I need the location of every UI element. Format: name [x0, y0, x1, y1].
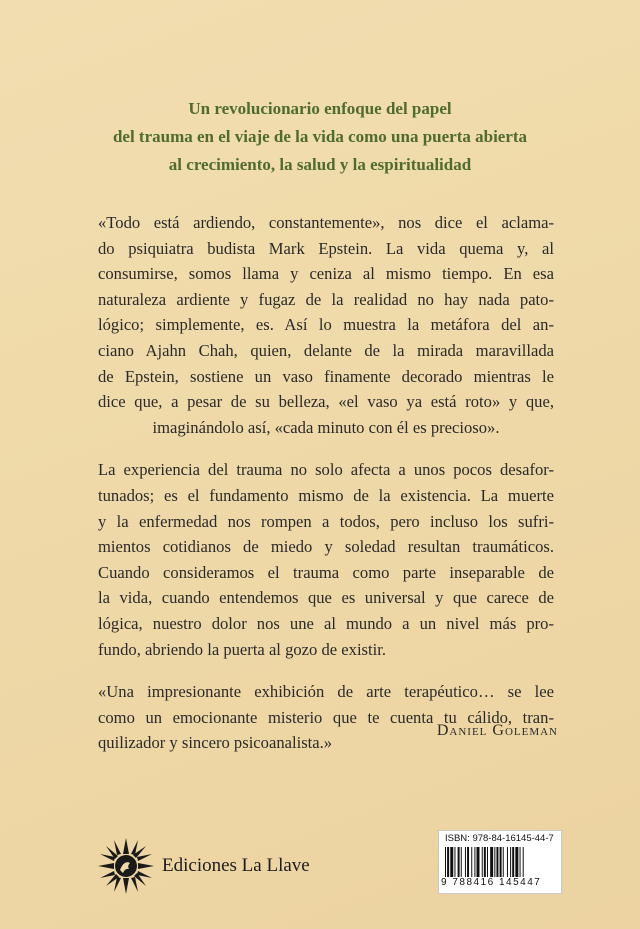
barcode-graphic — [445, 847, 555, 877]
text-line: Cuando consideramos el trauma como parte inseparable de — [98, 562, 554, 582]
isbn-label: ISBN: 978-84-16145-44-7 — [445, 833, 554, 844]
text-line: como un emocionante misterio que te cuenta tu cálido, tran- — [98, 707, 554, 727]
barcode-bar — [512, 847, 514, 877]
text-line: naturaleza ardiente y fugaz de la realidad no hay nada pato- — [98, 289, 554, 309]
barcode-bar — [450, 847, 453, 877]
barcode-bar — [477, 847, 480, 877]
text-line: la vida, cuando entendemos que es universal y que carece de — [98, 588, 554, 608]
tagline-line-3: al crecimiento, la salud y la espiritualidad — [168, 155, 472, 174]
barcode-bar — [465, 847, 466, 877]
quote-paragraph — [98, 679, 554, 756]
synopsis — [98, 210, 554, 773]
text-line: dice que, a pesar de su belleza, «el vaso ya está roto» y que, — [98, 392, 554, 412]
text-line: «Una impresionante exhibición de arte terapéutico… se lee — [98, 682, 554, 702]
barcode-bar — [484, 847, 486, 877]
barcode-bar — [447, 847, 449, 877]
tagline-line-1: Un revolucionario enfoque del papel — [188, 99, 452, 118]
barcode-bar — [494, 847, 495, 877]
barcode-bar — [458, 847, 460, 877]
text-line: quilizador y sincero psicoanalista.» — [98, 733, 333, 753]
barcode-bar — [523, 847, 524, 877]
text-line: consumirse, somos llama y ceniza al mismo tiempo. En esa — [98, 264, 554, 284]
text-line: tunados; es el fundamento mismo de la existencia. La muerte — [98, 485, 554, 505]
text-line: ciano Ajahn Chah, quien, delante de la mirada maravillada — [98, 340, 554, 360]
barcode-bar — [510, 847, 511, 877]
text-line: La experiencia del trauma no solo afecta a unos pocos desafor- — [98, 460, 554, 480]
barcode-bar — [461, 847, 462, 877]
text-line: y la enfermedad nos rompen a todos, pero incluso los sufri- — [98, 511, 554, 531]
barcode-bar — [467, 847, 469, 877]
text-line: «Todo está ardiendo, constantemente», nos dice el aclama- — [98, 213, 554, 232]
text-line: do psiquiatra budista Mark Epstein. La vida quema y, al — [98, 238, 554, 258]
text-line: lógica, nuestro dolor nos une al mundo a un nivel más pro- — [98, 613, 554, 633]
barcode-bar — [482, 847, 483, 877]
barcode-bar — [490, 847, 493, 877]
barcode-bar — [454, 847, 455, 877]
tagline — [60, 95, 580, 179]
paragraph-2 — [98, 457, 554, 662]
barcode-bar — [520, 847, 521, 877]
barcode-bar — [503, 847, 504, 877]
quote-author: Daniel Goleman — [436, 722, 558, 739]
barcode-bar — [496, 847, 498, 877]
barcode-bar — [515, 847, 518, 877]
text-line: mientos cotidianos de miedo y soledad resultan traumáticos. — [98, 537, 554, 557]
barcode-bar — [500, 847, 502, 877]
tagline-line-2: del trauma en el viaje de la vida como una puerta abierta — [112, 127, 528, 146]
text-line: lógico; simplemente, es. Así lo muestra la metáfora del an- — [98, 315, 554, 335]
barcode-bar — [487, 847, 488, 877]
publisher-name: Ediciones La Llave — [162, 855, 310, 876]
text-line: fundo, abriendo la puerta al gozo de existir. — [98, 639, 386, 659]
barcode-number: 9 788416 145447 — [441, 877, 542, 888]
barcode-bar — [507, 847, 508, 877]
text-line: de Epstein, sostiene un vaso finamente decorado mientras le — [98, 366, 554, 386]
publisher-imprint — [96, 836, 310, 896]
barcode-bar — [445, 847, 446, 877]
barcode-bar — [471, 847, 472, 877]
sun-logo-icon — [96, 836, 156, 896]
paragraph-1 — [98, 210, 554, 440]
isbn-barcode — [438, 830, 562, 894]
barcode-bar — [474, 847, 475, 877]
text-line: imaginándolo así, «cada minuto con él es precioso». — [152, 417, 500, 437]
